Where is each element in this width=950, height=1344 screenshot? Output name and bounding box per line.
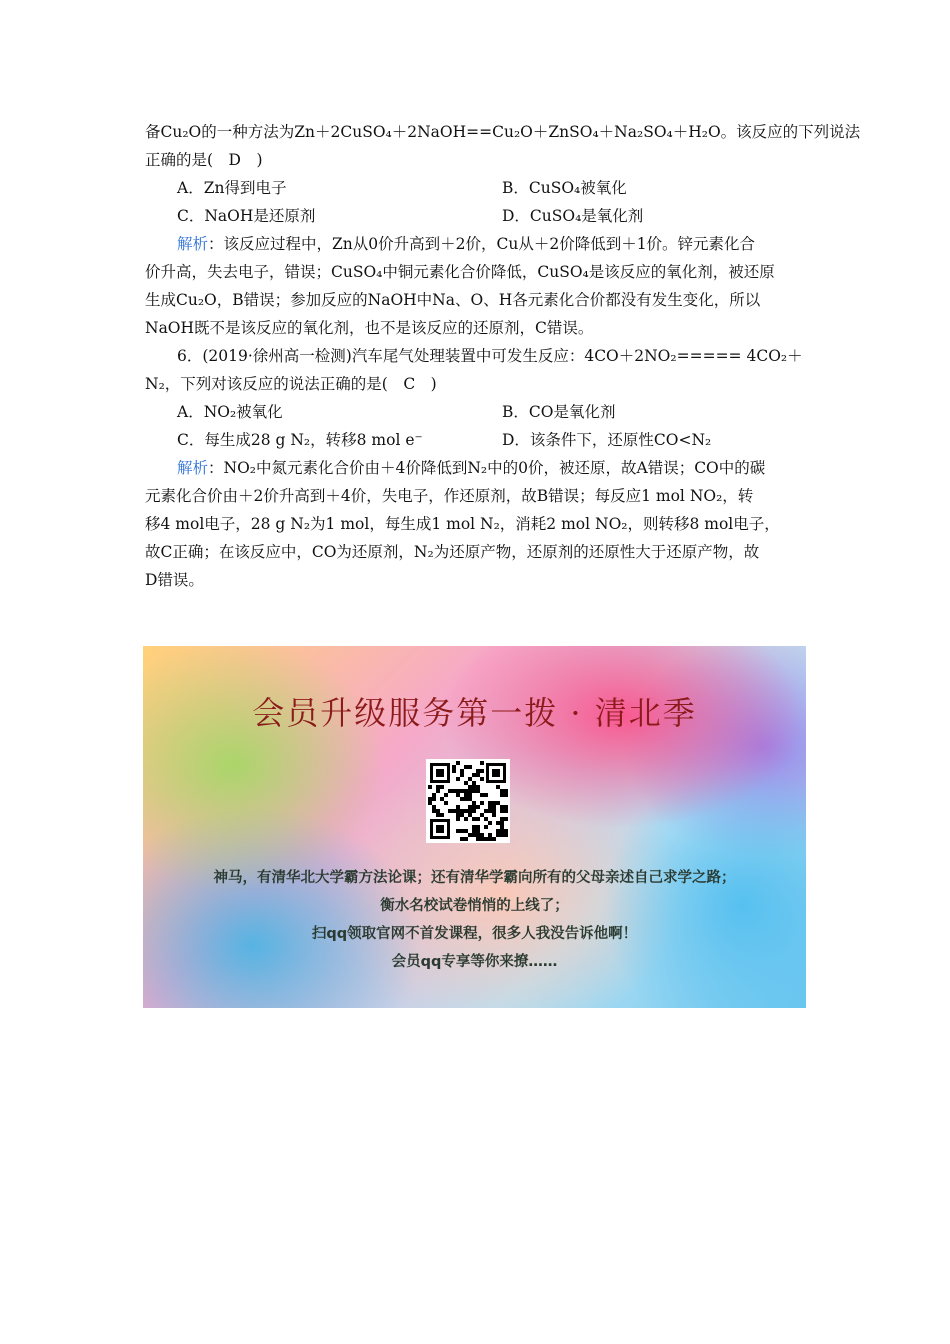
q6-option-c: C．每生成28 g N₂，转移8 mol e⁻: [177, 431, 423, 449]
q5-option-b: B．CuSO₄被氧化: [502, 179, 627, 197]
q5-stem-line-1: 备Cu₂O的一种方法为Zn＋2CuSO₄＋2NaOH==Cu₂O＋ZnSO₄＋Na₂SO₄＋H₂O。该反应的下列说法: [145, 123, 861, 141]
q6-analysis-line-5: D错误。: [145, 571, 204, 589]
q6-analysis-line-3: 移4 mol电子，28 g N₂为1 mol，每生成1 mol N₂，消耗2 mol NO₂，则转移8 mol电子，: [145, 515, 780, 533]
document-body: [145, 118, 861, 594]
qr-code-icon[interactable]: [426, 759, 510, 843]
q5-stem-line-2: 正确的是( D ): [145, 151, 263, 169]
q5-option-d: D．CuSO₄是氧化剂: [502, 207, 644, 225]
q6-stem-line-1: 6．(2019·徐州高一检测)汽车尾气处理装置中可发生反应：4CO＋2NO₂===== 4CO₂＋: [177, 347, 803, 365]
q6-options-row-2: [145, 426, 807, 454]
q6-analysis-line-1: [145, 454, 807, 482]
q5-analysis-text-1: ：该反应过程中，Zn从0价升高到＋2价，Cu从＋2价降低到＋1价。锌元素化合: [208, 235, 756, 253]
banner-title: 会员升级服务第一拨 · 清北季: [252, 694, 697, 732]
qr-code-graphic: [428, 761, 508, 841]
q6-option-b: B．CO是氧化剂: [502, 403, 616, 421]
q6-analysis-label: 解析: [177, 459, 209, 477]
q6-analysis-text-1: ：NO₂中氮元素化合价由＋4价降低到N₂中的0价，被还原，故A错误；CO中的碳: [208, 459, 766, 477]
banner-line-3: 扫qq领取官网不首发课程，很多人我没告诉他啊！: [311, 926, 638, 942]
q5-analysis-label: 解析: [177, 235, 209, 253]
banner-line-1: 神马，有清华北大学霸方法论课；还有清华学霸向所有的父母亲述自己求学之路；: [213, 870, 736, 886]
q5-analysis-line-2: 价升高，失去电子，错误；CuSO₄中铜元素化合价降低，CuSO₄是该反应的氧化剂，被还原: [145, 263, 775, 281]
q6-option-d: D．该条件下，还原性CO<N₂: [502, 431, 712, 449]
q6-option-a: A．NO₂被氧化: [177, 403, 283, 421]
q6-options-row-1: [145, 398, 807, 426]
q5-analysis-line-3: 生成Cu₂O，B错误；参加反应的NaOH中Na、O、H各元素化合价都没有发生变化，所以: [145, 291, 761, 309]
q6-analysis-line-2: 元素化合价由＋2价升高到＋4价，失电子，作还原剂，故B错误；每反应1 mol NO₂，转: [145, 487, 754, 505]
promo-banner: [143, 646, 806, 1008]
q5-analysis-line-1: [145, 230, 807, 258]
banner-line-2: 衡水名校试卷悄悄的上线了；: [380, 898, 569, 914]
banner-line-4: 会员qq专享等你来撩……: [391, 954, 558, 970]
q5-options-row-1: [145, 174, 807, 202]
q5-option-a: A．Zn得到电子: [177, 179, 287, 197]
q5-analysis-line-4: NaOH既不是该反应的氧化剂，也不是该反应的还原剂，C错误。: [145, 319, 594, 337]
q5-option-c: C．NaOH是还原剂: [177, 207, 316, 225]
q6-analysis-line-4: 故C正确；在该反应中，CO为还原剂，N₂为还原产物，还原剂的还原性大于还原产物，故: [145, 543, 760, 561]
q5-options-row-2: [145, 202, 807, 230]
q6-stem-line-2: N₂，下列对该反应的说法正确的是( C ): [145, 375, 437, 393]
